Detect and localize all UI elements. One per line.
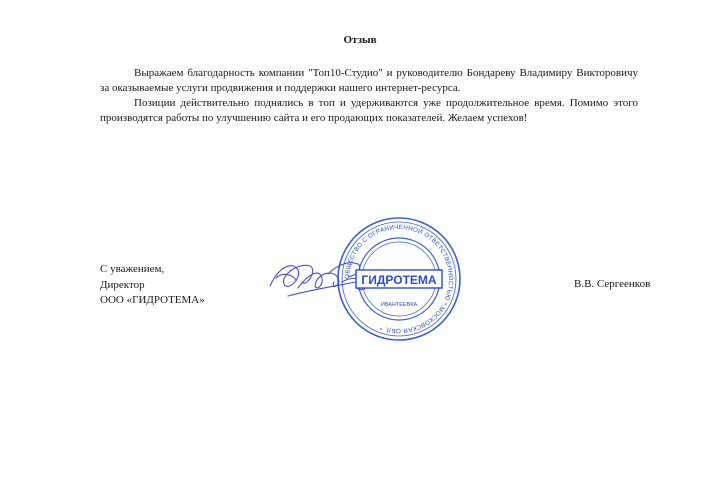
paragraph-1: Выражаем благодарность компании "Топ10-Студио" и руководителю Бондареву Владимиру Викторовичу за оказываемые услуги продвижения и поддержки нашего интернет-ресурса. (100, 67, 638, 94)
closing-position: Директор (100, 278, 145, 291)
stamp-inner-text: ИВАНТЕЕВКА (380, 302, 418, 308)
signer-name: В.В. Сергеенков (574, 278, 651, 290)
document-title: Отзыв (343, 34, 377, 46)
closing-regards: С уважением, (100, 263, 165, 275)
closing-company: ООО «ГИДРОТЕМА» (100, 294, 205, 306)
stamp-center-text: ГИДРОТЕМА (361, 273, 437, 287)
company-stamp (334, 214, 464, 344)
closing-block (100, 262, 205, 309)
paragraph-2: Позиции действительно поднялись в топ и удерживаются уже продолжительное время. Помимо этого производятся работы по улучшению сайта и его продающих показателей. Желаем успехов! (100, 97, 638, 124)
letter-body (100, 66, 638, 126)
stamp-ring-text: ОБЩЕСТВО С ОГРАНИЧЕННОЙ ОТВЕТСТВЕННОСТЬЮ * МОСКОВСКАЯ ОБЛ. * (343, 223, 455, 335)
